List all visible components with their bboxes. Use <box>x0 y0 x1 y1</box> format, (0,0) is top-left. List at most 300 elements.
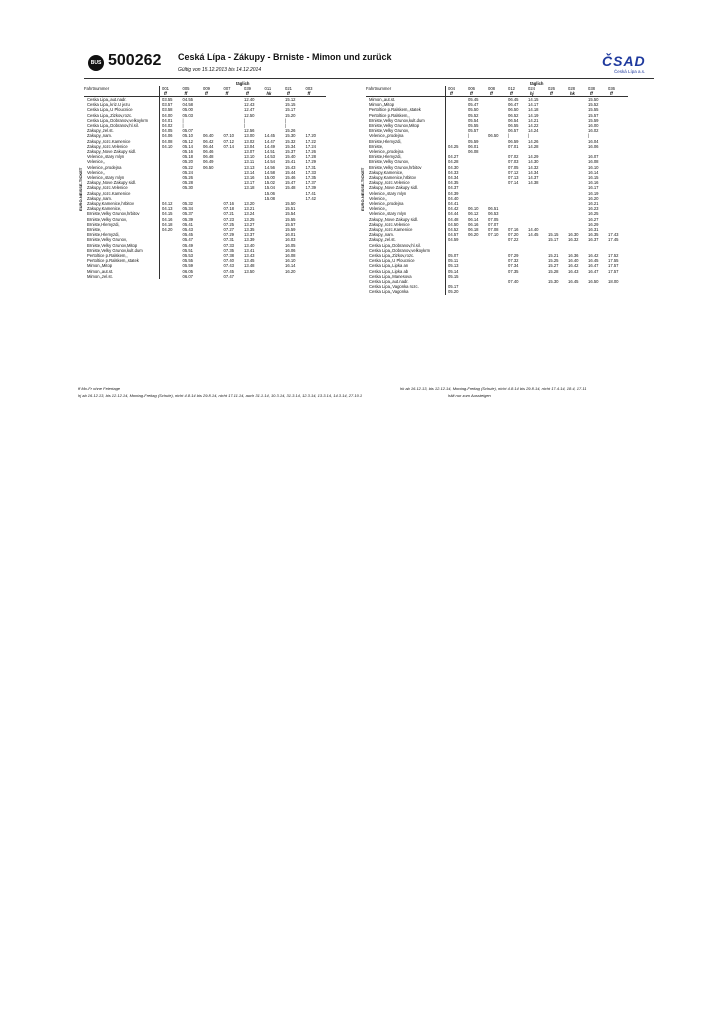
trip-number: 005 <box>182 86 190 91</box>
departure-time: 06.42 <box>203 138 214 144</box>
departure-time: 06.50 <box>488 133 499 139</box>
departure-time: 05.37 <box>182 211 193 217</box>
departure-time: 17.57 <box>608 268 619 274</box>
departure-time: 15.17 <box>285 107 296 113</box>
csad-logo <box>598 53 654 77</box>
departure-time: 16.21 <box>588 201 599 206</box>
footnote-ff: ff Mo-Fr ohne Feiertage <box>78 386 121 391</box>
stop-name: Mimon,,Mitop <box>369 102 395 108</box>
departure-time: 16.05 <box>285 242 296 248</box>
departure-time: 14.24 <box>528 128 539 134</box>
departure-time: 13.00 <box>244 133 255 139</box>
departure-time: 04.18 <box>162 221 173 227</box>
stop-name: Brniste, <box>87 227 102 232</box>
departure-time: 13.10 <box>244 154 255 160</box>
departure-time: 05.22 <box>182 164 193 170</box>
departure-time: 07.14 <box>223 143 234 149</box>
departure-time: 07.25 <box>223 221 234 227</box>
day-code: hk <box>266 91 272 96</box>
departure-time: 05.26 <box>182 175 193 180</box>
stop-name: Ceska Lipa,,Dobranov,velkoykrm <box>87 117 149 123</box>
departure-time: 06.05 <box>182 268 193 274</box>
departure-time: 04.06 <box>162 133 173 139</box>
stop-name: Zakupy,,Nove Zakupy sidl. <box>87 180 137 186</box>
stop-name: Zakupy,,nam. <box>369 232 395 238</box>
departure-time: 05.52 <box>468 112 479 118</box>
departure-time: 04.30 <box>448 164 459 170</box>
departure-time: 06.47 <box>508 102 519 108</box>
departure-time: 15.00 <box>264 175 275 180</box>
departure-time: 16.43 <box>568 268 579 274</box>
departure-time: 15.44 <box>285 169 296 175</box>
footnote-hk: hk ab 16.12.13, bis 12.12.14, Montag-Freitag (Schule), nicht 4.8.14 bis 29.8.14, nicht 17.4.14, 18.4, 17.11 <box>400 386 587 391</box>
departure-time: 05.51 <box>182 247 193 253</box>
departure-time: 04.55 <box>182 97 193 102</box>
departure-time: 04.12 <box>162 201 173 206</box>
departure-time: 16.10 <box>285 258 296 264</box>
departure-time: 04.20 <box>162 227 173 232</box>
departure-time: 16.42 <box>588 253 599 258</box>
day-code: ff <box>184 91 188 96</box>
departure-time: 15.12 <box>285 97 296 102</box>
departure-time: 15.47 <box>285 180 296 186</box>
departure-time: 05.57 <box>468 128 479 134</box>
stop-name: Zakupy,,zel.st. <box>369 237 396 243</box>
departure-time: 07.05 <box>508 164 519 170</box>
trip-number: 024 <box>528 86 535 91</box>
stop-name: Brniste,Hlemyzdi, <box>369 138 402 144</box>
stop-column-divider <box>445 86 446 295</box>
day-code: ff <box>450 91 453 96</box>
departure-time: 17.39 <box>305 185 316 191</box>
departure-time: 15.27 <box>548 263 559 269</box>
departure-time: 07.31 <box>223 237 234 243</box>
departure-time: 06.18 <box>468 227 479 232</box>
stop-name: Mimon,,aut.st. <box>87 268 114 274</box>
departure-time: 16.47 <box>588 263 599 269</box>
departure-time: 12.56 <box>244 128 255 134</box>
departure-time: 14.15 <box>528 97 539 102</box>
departure-time: 05.59 <box>468 138 479 144</box>
departure-time: 04.48 <box>448 216 459 222</box>
departure-time: 04.41 <box>448 201 459 206</box>
day-code: ff <box>246 91 249 96</box>
departure-time: 16.31 <box>588 227 599 232</box>
departure-time: 05.50 <box>468 107 479 113</box>
stop-name: Brniste,Hlemyzdi, <box>87 221 120 227</box>
departure-time: 04.33 <box>448 169 459 175</box>
departure-time: 05.18 <box>182 154 193 160</box>
departure-time: 14.45 <box>528 232 539 238</box>
departure-time: 13.35 <box>244 227 255 232</box>
departure-time: 06.44 <box>203 143 214 149</box>
departure-time: 15.57 <box>588 112 599 118</box>
departure-time: 15.08 <box>264 195 275 201</box>
logo-mark: ČSAD <box>602 53 646 69</box>
departure-time: 04.25 <box>448 143 459 149</box>
departure-time: 05.20 <box>448 289 459 295</box>
departure-time: 16.45 <box>568 279 579 284</box>
departure-time: 14.18 <box>528 107 539 113</box>
stop-name: Zakupy,,rozc.Velenice <box>369 221 410 227</box>
stop-name: Ceska Lipa,,U Ploucnice <box>369 258 415 264</box>
stop-name: Ceska Lipa,,aut.nadr. <box>87 97 127 102</box>
departure-time: 06.50 <box>508 107 519 113</box>
departure-time: 06.07 <box>182 273 193 279</box>
departure-time: 03.58 <box>162 107 173 113</box>
stop-name: Mimon,,zel.st. <box>87 273 113 279</box>
departure-time: 15.52 <box>588 102 599 108</box>
departure-time: 07.29 <box>508 253 519 258</box>
departure-time: 07.23 <box>223 216 234 222</box>
departure-time: | <box>285 123 287 128</box>
departure-time: 15.15 <box>548 232 559 238</box>
departure-time: 05.45 <box>182 232 193 238</box>
departure-time: 17.22 <box>305 138 316 144</box>
departure-time: 07.10 <box>223 133 234 139</box>
departure-time: 17.20 <box>305 133 316 139</box>
departure-time: 14.51 <box>264 149 275 154</box>
trip-number: 004 <box>448 86 455 91</box>
stop-name: Mimon,,aut.st. <box>369 97 396 102</box>
stop-name: Ceska Lipa,,kriz.U jezu <box>87 102 130 108</box>
departure-time: 05.24 <box>182 169 193 175</box>
trip-number: 006 <box>468 86 475 91</box>
departure-time: 14.47 <box>264 138 275 144</box>
departure-time: 07.16 <box>508 227 519 232</box>
departure-time: 17.24 <box>305 143 316 149</box>
departure-time: 13.02 <box>244 138 255 144</box>
departure-time: 04.59 <box>448 237 459 243</box>
departure-time: 05.03 <box>182 112 193 118</box>
departure-time: 07.12 <box>223 138 234 144</box>
stop-name: Zakupy,,Nove Zakupy sidl. <box>87 149 137 154</box>
departure-time: 17.43 <box>608 232 619 238</box>
departure-time: 04.02 <box>162 123 173 128</box>
day-code: ff <box>307 91 311 96</box>
departure-time: 13.20 <box>244 201 255 206</box>
footnote-hj: hj ab 16.12.13, bis 12.12.14, Montag-Freitag (Schule), nicht 4.8.14 bis 29.8.14, nicht 17.11.14, auch 31.1.14, 10.3.14, 31.3.14, 12.3.14, 13.3.14, 14.3.14, 27.10.1 <box>78 393 363 398</box>
stop-name: Zakupy,,rozc.Velenice <box>87 143 128 149</box>
departure-time: 16.45 <box>588 258 599 264</box>
day-code: ff <box>470 91 473 96</box>
departure-time: 14.54 <box>264 159 275 165</box>
stop-name: Ceska Lipa,,Vagonka rozc. <box>369 284 419 290</box>
departure-time: 07.35 <box>508 268 519 274</box>
departure-time: 05.41 <box>182 221 193 227</box>
stop-name: Brniste,Velky Grunov, <box>87 216 127 222</box>
day-code: hk <box>570 91 575 96</box>
departure-time: 06.12 <box>468 211 479 217</box>
departure-time: | <box>182 117 184 123</box>
departure-time: 13.13 <box>244 164 255 170</box>
departure-time: 14.56 <box>264 164 275 170</box>
departure-time: 05.32 <box>182 201 193 206</box>
departure-time: 16.17 <box>588 185 599 191</box>
departure-time: 16.14 <box>285 263 296 269</box>
departure-time: 16.40 <box>568 258 579 264</box>
departure-time: 15.28 <box>548 268 559 274</box>
trip-number: 036 <box>608 86 615 91</box>
departure-time: 07.20 <box>508 232 519 238</box>
trip-number: 038 <box>588 86 595 91</box>
departure-time: 17.26 <box>305 149 316 154</box>
departure-time: 04.28 <box>448 159 459 165</box>
departure-time: 05.47 <box>468 102 479 108</box>
departure-time: 05.07 <box>182 128 193 134</box>
stop-name: Ceska Lipa,,Zizkov,rozc. <box>87 112 133 118</box>
departure-time: 14.29 <box>528 154 539 160</box>
departure-time: 15.57 <box>285 221 296 227</box>
departure-time: | <box>285 117 287 123</box>
departure-time: 04.37 <box>448 185 459 191</box>
stop-name: Velenice,, <box>87 159 106 165</box>
departure-time: 13.37 <box>244 232 255 238</box>
departure-time: 17.57 <box>608 263 619 269</box>
stop-column-divider <box>159 86 160 279</box>
departure-time: 14.40 <box>528 227 539 232</box>
trip-number: 026 <box>548 86 555 91</box>
departure-time: 15.59 <box>285 227 296 232</box>
departure-time: 07.22 <box>508 237 519 243</box>
stop-name: Brniste,Hlemyzdi, <box>369 154 402 160</box>
departure-time: 05.39 <box>182 216 193 222</box>
day-code: ff <box>287 91 290 96</box>
departure-time: 07.32 <box>508 258 519 264</box>
stop-name: Zakupy,,rozc.Velenice <box>87 185 128 191</box>
departure-time: 05.53 <box>182 253 193 258</box>
departure-time: 15.34 <box>285 143 296 149</box>
departure-time: 06.45 <box>508 97 519 102</box>
departure-time: 15.43 <box>285 164 296 170</box>
departure-time: 07.29 <box>223 232 234 238</box>
departure-time: 15.59 <box>588 117 599 123</box>
stop-name: Brniste,Velky Grunov, <box>369 128 409 134</box>
departure-time: 06.46 <box>203 149 214 154</box>
departure-time: 07.07 <box>488 221 499 227</box>
stop-name: Ceska Lipa,,aut.nadr. <box>369 279 409 284</box>
departure-time: 05.49 <box>182 242 193 248</box>
departure-time: 17.35 <box>305 175 316 180</box>
departure-time: 07.21 <box>223 211 234 217</box>
departure-time: 12.47 <box>244 107 255 113</box>
departure-time: 15.50 <box>588 97 599 102</box>
departure-time: 16.03 <box>285 237 296 243</box>
departure-time: 15.20 <box>285 112 296 118</box>
stop-name: Zakupy,,Nove Zakupy sidl. <box>369 185 419 191</box>
departure-time: 16.15 <box>588 175 599 180</box>
departure-time: 07.33 <box>223 242 234 248</box>
departure-time: 17.45 <box>608 237 619 243</box>
footnote-halt: hält nur zum Aussteigen <box>448 393 491 398</box>
departure-time: 13.21 <box>244 206 255 212</box>
departure-time: 12.40 <box>244 97 255 102</box>
day-code: ff <box>510 91 513 96</box>
line-number: 500262 <box>108 52 162 69</box>
stop-name: Velenice,, <box>87 169 106 175</box>
departure-time: 07.47 <box>223 273 234 279</box>
departure-time: 07.43 <box>223 263 234 269</box>
departure-time: 07.12 <box>508 169 519 175</box>
departure-time: 04.00 <box>162 112 173 118</box>
departure-time: 15.17 <box>548 237 559 243</box>
departure-time: 16.35 <box>588 232 599 238</box>
departure-time: 14.49 <box>264 143 275 149</box>
departure-time: 14.19 <box>528 112 539 118</box>
departure-time: | <box>244 117 246 123</box>
departure-time: 05.54 <box>468 117 479 123</box>
stop-name: Brniste,Velky Grunov,hrbitov <box>87 211 140 217</box>
departure-time: 16.16 <box>588 180 599 186</box>
trip-number: 011 <box>264 86 272 91</box>
departure-time: 16.25 <box>588 211 599 217</box>
stop-name: Brniste,Velky Grunov,kult.dum <box>87 247 143 253</box>
departure-time: 03.57 <box>162 102 173 108</box>
departure-time: 14.37 <box>528 175 539 180</box>
departure-time: 05.16 <box>182 149 193 154</box>
departure-time: | <box>588 133 590 139</box>
stop-name: Zakupy,,rozc.Kamenice <box>87 138 131 144</box>
departure-time: 13.50 <box>244 268 255 274</box>
stop-name: Zakupy,Kamenice,hrbitov <box>369 175 416 180</box>
departure-time: 13.24 <box>244 211 255 217</box>
departure-time: 16.37 <box>588 237 599 243</box>
departure-time: 06.10 <box>468 206 479 212</box>
departure-time: 07.14 <box>508 180 519 186</box>
departure-time: 15.51 <box>285 206 296 212</box>
stop-name: Brniste,Hlemyzdi, <box>87 232 120 238</box>
departure-time: 05.13 <box>448 263 459 269</box>
stop-name: Ceska Lipa,,Dobranov,hl.sil. <box>87 123 139 128</box>
departure-time: 04.52 <box>448 227 459 232</box>
departure-time: 06.51 <box>488 206 499 212</box>
departure-time: 13.17 <box>244 180 255 186</box>
daily-label: täglich <box>530 81 544 86</box>
departure-time: 05.55 <box>182 258 193 264</box>
departure-time: 14.45 <box>264 133 275 139</box>
departure-time: 07.05 <box>488 216 499 222</box>
departure-time: 14.26 <box>528 138 539 144</box>
departure-time: 17.55 <box>608 258 619 264</box>
departure-time: 05.00 <box>182 107 193 113</box>
departure-time: 06.14 <box>468 216 479 222</box>
departure-time: 07.02 <box>508 154 519 160</box>
trip-number-label: Fahrtnummer <box>84 86 110 91</box>
departure-time: 15.54 <box>285 211 296 217</box>
departure-time: 13.04 <box>244 143 255 149</box>
departure-time: 05.12 <box>182 138 193 144</box>
departure-time: 04.57 <box>448 232 459 238</box>
departure-time: 06.40 <box>203 133 214 139</box>
departure-time: 04.35 <box>448 180 459 186</box>
departure-time: 14.53 <box>264 154 275 160</box>
departure-time: 06.01 <box>468 143 479 149</box>
departure-time: 05.14 <box>182 143 193 149</box>
departure-time: 05.20 <box>182 159 193 165</box>
stop-name: Brniste,Velky Grunov,hrbitov <box>369 164 422 170</box>
departure-time: 04.01 <box>162 117 173 123</box>
departure-time: 15.06 <box>264 190 275 196</box>
stop-name: Velenice,,stary mlyn <box>369 211 407 217</box>
departure-time: 14.30 <box>528 159 539 165</box>
departure-time: | <box>508 133 510 139</box>
stop-name: Zakupy,,rozc.Kamenice <box>87 190 131 196</box>
stop-name: Ceska Lipa,,Manesova <box>369 273 412 279</box>
stop-name: Zakupy,,rozc.Velenice <box>369 180 410 186</box>
departure-time: 16.27 <box>588 216 599 222</box>
validity-text: Gültig von 15.12.2013 bis 14.12.2014 <box>178 67 262 73</box>
stop-name: Zakupy,,rozc.Kamenice <box>369 227 413 232</box>
stop-name: Ceska Lipa,,Dobranov,hl.sil. <box>369 242 421 248</box>
trip-number-label: Fahrtnummer <box>366 86 392 91</box>
departure-time: 16.04 <box>588 138 599 144</box>
departure-time: 06.59 <box>508 138 519 144</box>
departure-time: 16.02 <box>588 128 599 134</box>
departure-time: 07.01 <box>508 143 519 149</box>
departure-time: | <box>468 133 470 139</box>
departure-time: 15.32 <box>285 138 296 144</box>
departure-time: 13.11 <box>244 159 255 165</box>
departure-time: 04.50 <box>448 221 459 227</box>
departure-time: 16.00 <box>588 123 599 128</box>
departure-time: 12.50 <box>244 112 255 118</box>
departure-time: 16.36 <box>568 253 579 258</box>
departure-time: 13.39 <box>244 237 255 243</box>
departure-time: 13.07 <box>244 149 255 154</box>
stop-name: Pertoltice p.Ralskem,,statek <box>87 258 139 264</box>
departure-time: 05.11 <box>448 258 459 264</box>
departure-time: 15.15 <box>285 102 296 108</box>
departure-time: 16.08 <box>285 253 296 258</box>
departure-time: 17.52 <box>608 253 619 258</box>
departure-time: 05.17 <box>448 284 459 290</box>
departure-time: 15.41 <box>285 159 296 165</box>
daily-label: täglich <box>236 81 250 86</box>
departure-time: 17.37 <box>305 180 316 186</box>
departure-time: 16.10 <box>588 164 599 170</box>
trip-number: 021 <box>285 86 292 91</box>
departure-time: 16.06 <box>588 143 599 149</box>
stop-name: Ceska Lipa,,Vagonka <box>369 289 409 295</box>
stop-name: Zakupy,Kamenice, <box>87 206 122 212</box>
bus-icon: BUS <box>88 55 104 71</box>
departure-time: 03.55 <box>162 97 173 102</box>
trip-number: 028 <box>568 86 575 91</box>
departure-time: 14.21 <box>528 117 539 123</box>
departure-time: 15.55 <box>588 107 599 113</box>
departure-time: 16.32 <box>568 237 579 243</box>
departure-time: 04.34 <box>448 175 459 180</box>
departure-time: 07.27 <box>223 227 234 232</box>
departure-time: 07.13 <box>508 175 519 180</box>
departure-time: 05.47 <box>182 237 193 243</box>
departure-time: 05.30 <box>182 185 193 191</box>
departure-time: 04.39 <box>448 190 459 196</box>
stop-name: Brniste,Velky Grunov, <box>87 237 127 243</box>
departure-time: 15.26 <box>285 128 296 134</box>
timetable-outbound <box>78 81 324 366</box>
euro-neisse-ticket-label: EURO-NEISSE-TICKET <box>78 168 83 212</box>
departure-time: 17.28 <box>305 154 316 160</box>
departure-time: 15.25 <box>548 258 559 264</box>
day-code: hj <box>530 91 534 96</box>
departure-time: 16.06 <box>285 247 296 253</box>
stop-name: Zakupy,,Nove Zakupy sidl. <box>369 216 419 222</box>
departure-time: 07.35 <box>223 247 234 253</box>
departure-time: 16.30 <box>568 232 579 238</box>
departure-time: 16.50 <box>588 279 599 284</box>
departure-time: 13.14 <box>244 169 255 175</box>
